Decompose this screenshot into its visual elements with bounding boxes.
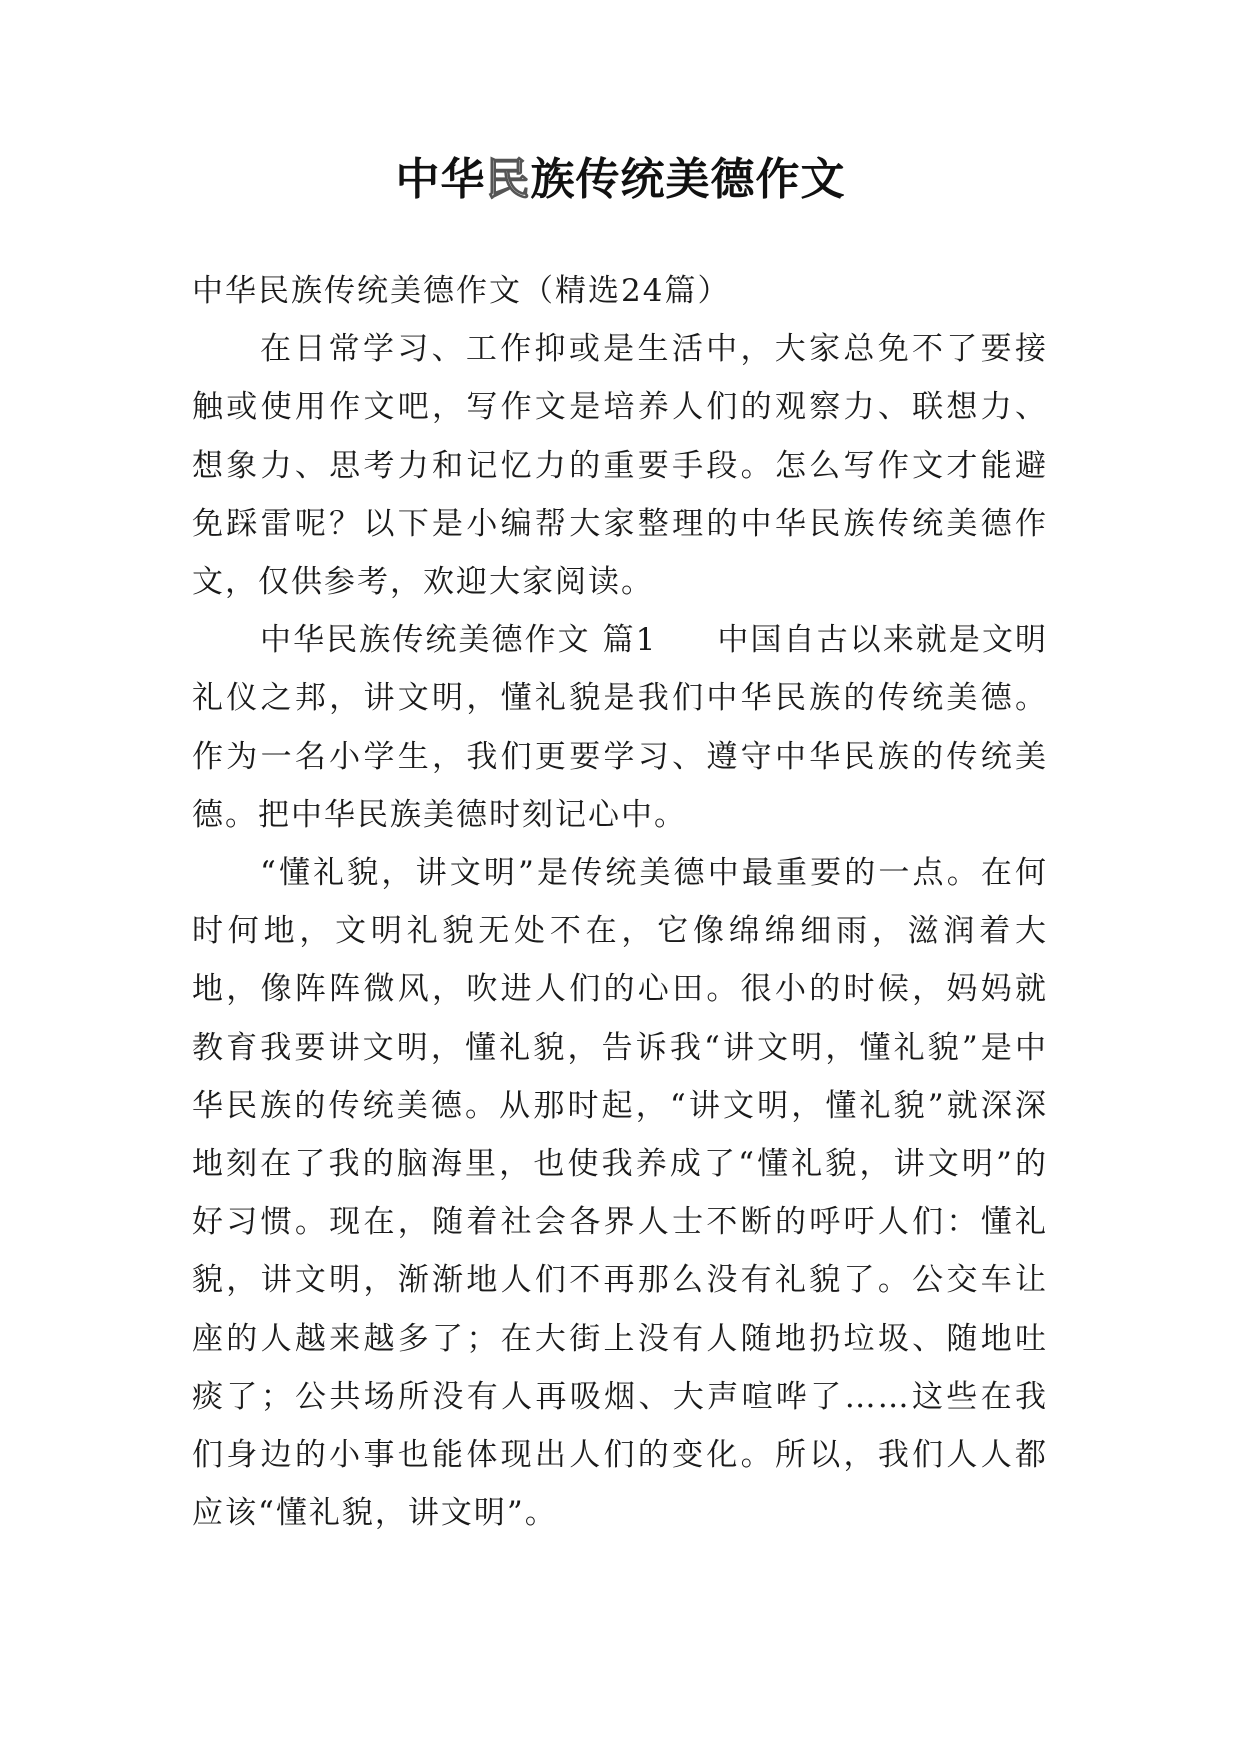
article-1-paragraph-1: 中国自古以来就是文明礼仪之邦，讲文明，懂礼貌是我们中华民族的传统美德。作为一名小学生，我们更要学习、遵守中华民族的传统美德。把中华民族美德时刻记心中。 xyxy=(192,622,1049,833)
document-body xyxy=(192,262,1048,1542)
title-part-1: 中华 xyxy=(395,154,486,205)
document-subtitle: 中华民族传统美德作文（精选24篇） xyxy=(192,273,731,309)
article-1-opening-paragraph xyxy=(192,611,1048,844)
article-1-heading: 中华民族传统美德作文 篇1 xyxy=(260,622,658,659)
title-outlined-char: 民 xyxy=(485,154,531,205)
intro-paragraph: 在日常学习、工作抑或是生活中，大家总免不了要接触或使用作文吧，写作文是培养人们的观察力、联想力、想象力、思考力和记忆力的重要手段。怎么写作文才能避免踩雷呢？以下是小编帮大家整理的中华民族传统美德作文，仅供参考，欢迎大家阅读。 xyxy=(192,331,1048,601)
article-1-paragraph-2: “懂礼貌，讲文明”是传统美德中最重要的一点。在何时何地，文明礼貌无处不在，它像绵绵细雨，滋润着大地，像阵阵微风，吹进人们的心田。很小的时候，妈妈就教育我要讲文明，懂礼貌，告诉我“讲文明，懂礼貌”是中华民族的传统美德。从那时起，“讲文明，懂礼貌”就深深地刻在了我的脑海里，也使我养成了“懂礼貌，讲文明”的好习惯。现在，随着社会各界人士不断的呼吁人们：懂礼貌，讲文明，渐渐地人们不再那么没有礼貌了。公交车让座的人越来越多了；在大街上没有人随地扔垃圾、随地吐痰了；公共场所没有人再吸烟、大声喧哗了……这些在我们身边的小事也能体现出人们的变化。所以，我们人人都应该“懂礼貌，讲文明”。 xyxy=(192,855,1048,1532)
title-part-2: 族传统美德作文 xyxy=(530,154,846,205)
document-title xyxy=(0,150,1241,210)
